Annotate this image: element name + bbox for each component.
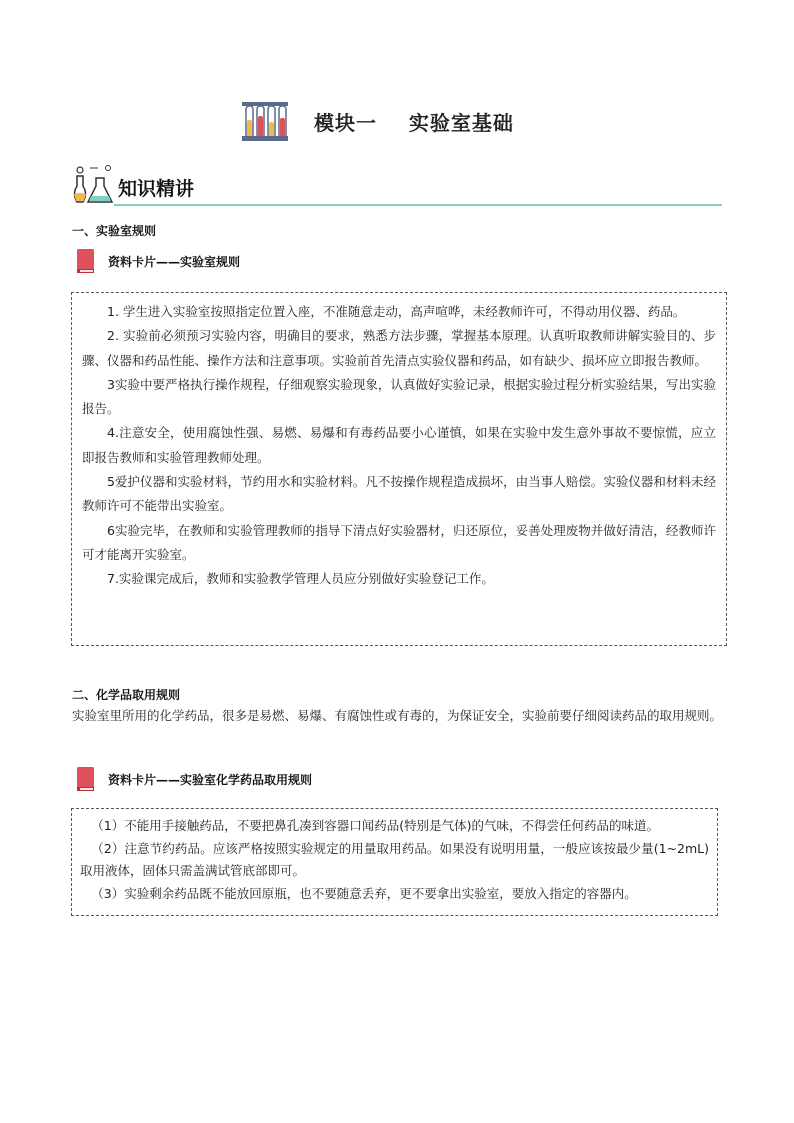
test-tube-rack-icon	[240, 98, 290, 144]
rule-item: （1）不能用手接触药品，不要把鼻孔凑到容器口闻药品(特别是气体)的气味，不得尝任何药品的味道。	[91, 818, 659, 833]
part2-card-label: 资料卡片——实验室化学药品取用规则	[76, 766, 312, 792]
lab-flask-icon	[72, 164, 116, 206]
rule-item: 4.注意安全，使用腐蚀性强、易燃、易爆和有毒药品要小心谨慎，如果在实验中发生意外事故不要惊慌，应立即报告教师和实验管理教师处理。	[82, 425, 716, 465]
rule-item: （2）注意节约药品。应该严格按照实验规定的用量取用药品。如果没有说明用量，一般应该按最少量(1~2mL)取用液体，固体只需盖满试管底部即可。	[80, 840, 709, 878]
part1-rules-box	[71, 292, 727, 646]
rule-item: 6实验完毕，在教师和实验管理教师的指导下清点好实验器材，归还原位，妥善处理废物并做好清洁，经教师许可才能离开实验室。	[82, 522, 716, 562]
part2-intro: 实验室里所用的化学药品，很多是易燃、易爆、有腐蚀性或有毒的，为保证安全，实验前要仔细阅读药品的取用规则。	[72, 708, 723, 723]
section-divider	[114, 204, 722, 206]
rule-item: 3实验中要严格执行操作规程，仔细观察实验现象，认真做好实验记录，根据实验过程分析实验结果，写出实验报告。	[82, 376, 716, 417]
rule-item: 2. 实验前必须预习实验内容，明确目的要求，熟悉方法步骤，掌握基本原理。认真听取教师讲解实验目的、步骤、仪器和药品性能、操作方法和注意事项。实验前首先清点实验仪器和药品，如有缺少、损坏应立即报告教师。	[82, 328, 716, 368]
module-title-row	[240, 96, 514, 146]
part2-rules-box	[71, 808, 718, 916]
book-icon	[76, 766, 96, 792]
book-icon	[76, 248, 96, 274]
part2-heading: 二、化学品取用规则	[72, 688, 181, 702]
rule-item: 7.实验课完成后，教师和实验教学管理人员应分别做好实验登记工作。	[107, 571, 494, 587]
rule-item: 5爱护仪器和实验材料，节约用水和实验材料。凡不按操作规程造成损坏，由当事人赔偿。实验仪器和材料未经教师许可不能带出实验室。	[82, 474, 716, 514]
rule-item: （3）实验剩余药品既不能放回原瓶，也不要随意丢弃，更不要拿出实验室，要放入指定的容器内。	[91, 885, 637, 901]
section-heading-bar	[72, 164, 722, 208]
part1-card-label: 资料卡片——实验室规则	[76, 248, 240, 274]
rule-item: 1. 学生进入实验室按照指定位置入座，不准随意走动，高声喧哗，未经教师许可，不得动用仪器、药品。	[107, 304, 686, 319]
section-heading: 知识精讲	[118, 178, 195, 200]
part1-heading: 一、实验室规则	[72, 224, 157, 238]
module-title: 模块一 实验室基础	[314, 110, 514, 135]
